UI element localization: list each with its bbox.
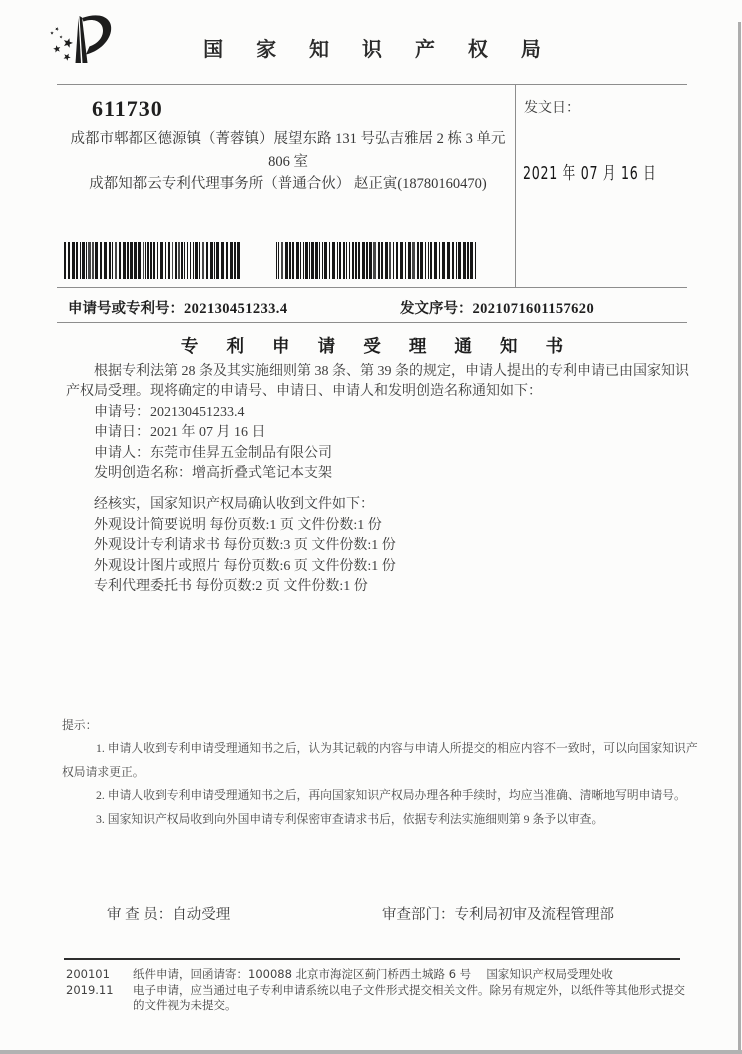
application-number [68, 297, 287, 318]
examiner-value: 自动受理 [172, 907, 231, 923]
field-line [66, 464, 690, 484]
recipient-address [62, 128, 514, 196]
hint-item: 1. 申请人收到专利申请受理通知书之后，认为其记载的内容与申请人所提交的相应内容不一致时，可以向国家知识产权局请求更正。 [62, 741, 698, 779]
footer-code: 200101 [66, 967, 110, 981]
footer-rule [64, 958, 680, 960]
serial-number-label: 发文序号： [400, 301, 473, 317]
department-value: 专利局初审及流程管理部 [454, 907, 614, 923]
serial-number [400, 297, 594, 318]
field-label: 申请号： [94, 404, 150, 420]
date-box-divider [515, 84, 516, 288]
spacer [66, 484, 690, 495]
issue-date-value: 2021 年 07 月 16 日 [523, 164, 657, 184]
examiner-label: 审 查 员： [107, 907, 173, 923]
document-line: 专利代理委托书 每份页数:2 页 文件份数:1 份 [94, 579, 368, 595]
postal-code: 611730 [92, 96, 163, 121]
footer-code: 2019.11 [66, 982, 114, 997]
field-label: 申请日： [94, 425, 150, 441]
hints-label: 提示： [62, 718, 98, 732]
field-label: 申请人： [94, 445, 150, 461]
field-label: 发明创造名称： [94, 466, 192, 482]
hints-list [62, 737, 698, 831]
serial-number-value: 2021071601157620 [472, 301, 595, 317]
examiner [107, 903, 230, 924]
hint-item: 3. 国家知识产权局收到向外国申请专利保密审查请求书后，依据专利法实施细则第 9 条予以审查。 [96, 811, 604, 826]
page-edge-shadow-right [738, 22, 741, 1054]
field-value: 2021 年 07 月 16 日 [150, 425, 266, 441]
notice-fields [66, 403, 690, 485]
field-line [66, 403, 690, 423]
field-line [66, 444, 690, 464]
received-documents-list [66, 516, 690, 598]
barcode-rule [57, 287, 687, 288]
agency-name: 国 家 知 识 产 权 局 [203, 37, 554, 61]
review-department [382, 903, 614, 924]
hint-item: 2. 申请人收到专利申请受理通知书之后，再向国家知识产权局办理各种手续时，均应当准确、清晰地写明申请号。 [96, 788, 686, 803]
signoff-row [0, 903, 742, 923]
footer-instructions [133, 967, 689, 1014]
field-value: 增高折叠式笔记本支架 [192, 466, 332, 482]
field-value: 202130451233.4 [150, 404, 245, 420]
application-number-label: 申请号或专利号： [68, 301, 184, 317]
address-line-1: 成都市郫都区德源镇（菁蓉镇）展望东路 131 号弘吉雅居 2 栋 3 单元 [70, 131, 506, 147]
notice-body [66, 362, 690, 597]
department-label: 审查部门： [382, 907, 455, 923]
confirm-line: 经核实，国家知识产权局确认收到文件如下： [94, 497, 374, 513]
application-number-value: 202130451233.4 [184, 301, 288, 317]
notice-intro: 根据专利法第 28 条及其实施细则第 38 条、第 39 条的规定，申请人提出的专利申请已由国家知识产权局受理。现将确定的申请号、申请日、申请人和发明创造名称通知如下： [66, 364, 689, 400]
footer-instruction-line: 电子申请，应当通过电子专利申请系统以电子文件形式提交相关文件。除另有规定外，以纸件等其他形式提交的文件视为未提交。 [133, 982, 685, 1012]
reference-rule [57, 322, 687, 323]
address-line-2: 806 室 [268, 153, 308, 170]
barcode-left [64, 242, 242, 279]
reference-row [0, 297, 742, 317]
footer-instruction-line: 纸件申请，回函请寄：100088 北京市海淀区蓟门桥西土城路 6 号 国家知识产权局受理处收 [133, 967, 613, 981]
notice-title: 专 利 申 请 受 理 通 知 书 [180, 337, 575, 357]
hints-section [62, 714, 698, 831]
agency-contact-line: 成都知都云专利代理事务所（普通合伙） 赵正寅(18780160470) [89, 176, 487, 192]
page-edge-shadow-bottom [0, 1050, 742, 1054]
barcode-right [276, 242, 476, 279]
field-value: 东莞市佳昇五金制品有限公司 [150, 445, 332, 461]
document-line: 外观设计专利请求书 每份页数:3 页 文件份数:1 份 [94, 538, 396, 554]
footer-form-codes [66, 967, 126, 998]
issue-date-label: 发文日： [524, 101, 580, 116]
header-rule [57, 84, 687, 85]
document-line: 外观设计简要说明 每份页数:1 页 文件份数:1 份 [94, 517, 382, 533]
field-line [66, 423, 690, 443]
document-line: 外观设计图片或照片 每份页数:6 页 文件份数:1 份 [94, 558, 396, 574]
